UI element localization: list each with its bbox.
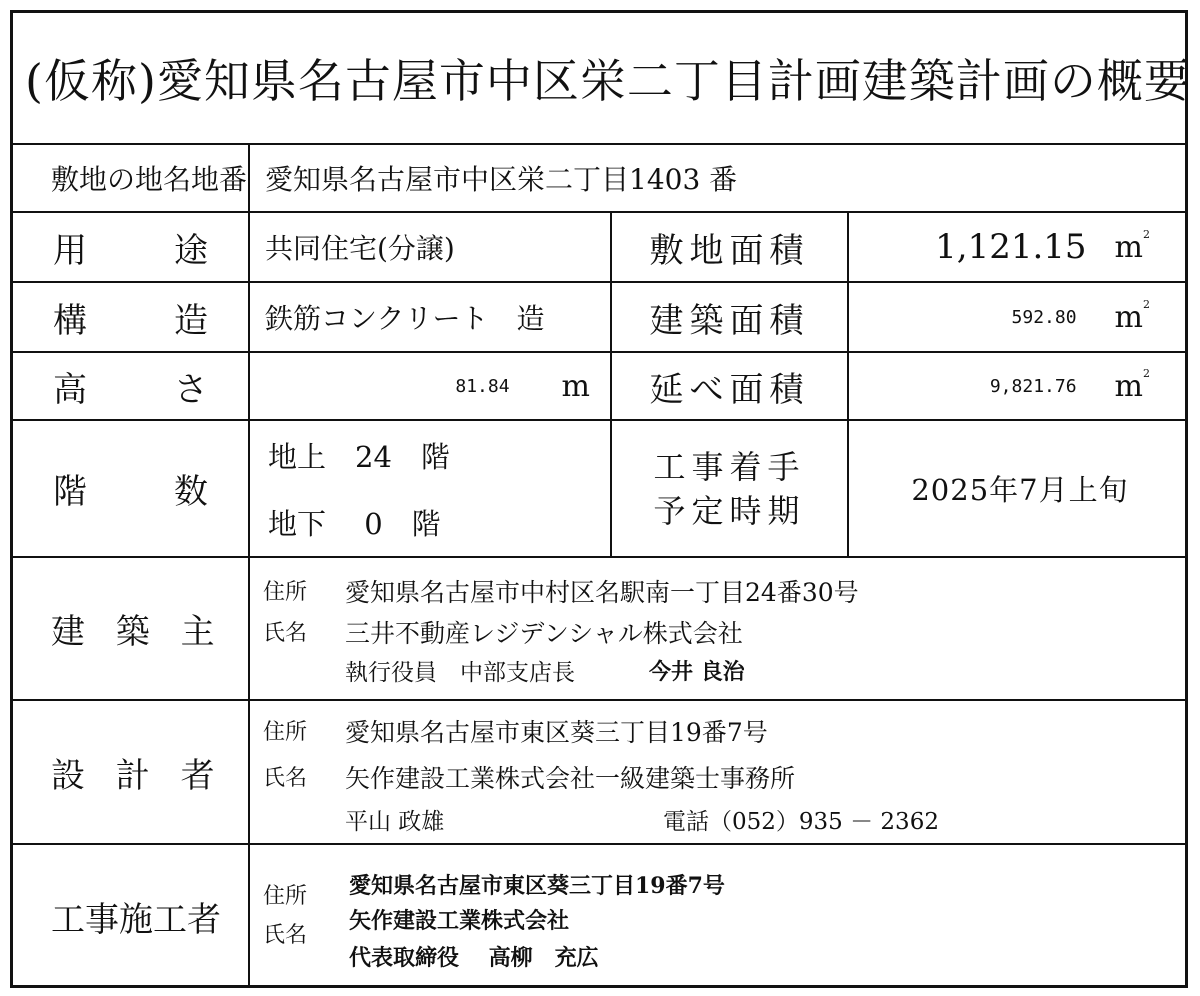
start-label-line1: 工事着手: [653, 447, 806, 486]
floors-below: 地下 0 階: [268, 506, 441, 541]
designer-name: 矢作建設工業株式会社一級建築士事務所: [345, 764, 796, 793]
signboard-title: [13, 13, 1191, 143]
start-label-line2: 予定時期: [653, 491, 806, 530]
designer-phone: 電話（052）935 － 2362: [663, 809, 939, 835]
designer-label: 設 計 者: [51, 755, 225, 796]
height-label: [13, 353, 248, 419]
floors-label: [13, 421, 248, 556]
floor-area-value: 9,821.76: [989, 375, 1077, 397]
floors-label-b: 数: [174, 472, 208, 512]
structure-value: 鉄筋コンクリート 造: [265, 302, 545, 335]
owner-representative-title: 執行役員 中部支店長: [345, 660, 575, 686]
site-area-value-cell: [849, 213, 1191, 281]
site-label: 敷地の地名地番: [51, 163, 248, 196]
height-unit: m: [561, 368, 590, 404]
floor-area-label: 延べ面積: [649, 369, 810, 410]
height-label-b: さ: [174, 369, 208, 410]
use-label: [13, 213, 248, 281]
unit-text: m: [1114, 229, 1143, 265]
structure-label: [13, 283, 248, 351]
height-label-a: 高: [53, 369, 87, 410]
owner-representative-name: 今井 良治: [649, 659, 745, 685]
contractor-address: 愛知県名古屋市東区葵三丁目19番7号: [349, 873, 725, 899]
unit-sup: 2: [1143, 227, 1150, 241]
unit-text: m: [1114, 368, 1143, 404]
project-name: (仮称)愛知県名古屋市中区栄二丁目計画: [25, 54, 862, 108]
unit-text: m: [1114, 299, 1143, 335]
contractor-label: 工事施工者: [51, 900, 221, 940]
contractor-representative: 代表取締役 高柳 充広: [349, 945, 599, 971]
structure-label-b: 造: [174, 300, 208, 341]
building-area-label: 建築面積: [649, 300, 810, 341]
contractor-name: 矢作建設工業株式会社: [349, 908, 570, 934]
height-value-cell: [250, 353, 610, 419]
owner-name: 三井不動産レジデンシャル株式会社: [345, 619, 743, 648]
designer-address: 愛知県名古屋市東区葵三丁目19番7号: [345, 718, 768, 747]
floor-area-value-cell: [849, 353, 1191, 419]
designer-address-label: 住所: [263, 720, 308, 745]
owner-address-label: 住所: [263, 580, 308, 605]
floors-above: 地上 24 階: [268, 439, 450, 474]
unit-sup: 2: [1143, 366, 1150, 380]
contractor-name-label: 氏名: [263, 923, 308, 948]
unit-sup: 2: [1143, 297, 1150, 311]
building-area-value: 592.80: [1011, 306, 1077, 328]
contractor-address-label: 住所: [263, 884, 308, 909]
site-area-label: 敷地面積: [649, 230, 810, 271]
owner-label: 建 築 主: [51, 612, 225, 652]
site-area-value: 1,121.15: [935, 227, 1087, 267]
designer-name-label: 氏名: [263, 766, 308, 791]
designer-person: 平山 政雄: [345, 809, 445, 835]
use-label-b: 途: [174, 230, 208, 271]
use-label-a: 用: [53, 230, 87, 271]
site-area-unit: [1114, 227, 1150, 265]
owner-address: 愛知県名古屋市中村区名駅南一丁目24番30号: [345, 578, 859, 607]
floors-label-a: 階: [53, 472, 87, 512]
construction-start-label: [612, 421, 847, 556]
height-value: 81.84: [455, 375, 510, 397]
owner-name-label: 氏名: [263, 621, 308, 646]
use-value: 共同住宅(分譲): [265, 232, 455, 265]
title-subtitle: 建築計画の概要: [861, 54, 1191, 108]
building-plan-signboard: [10, 10, 1191, 988]
floor-area-unit: [1114, 366, 1150, 404]
site-value: 愛知県名古屋市中区栄二丁目1403 番: [265, 163, 738, 196]
construction-start-value: 2025年7月上旬: [911, 473, 1129, 507]
structure-label-a: 構: [53, 300, 87, 341]
building-area-unit: [1114, 297, 1150, 335]
building-area-value-cell: [849, 283, 1191, 351]
